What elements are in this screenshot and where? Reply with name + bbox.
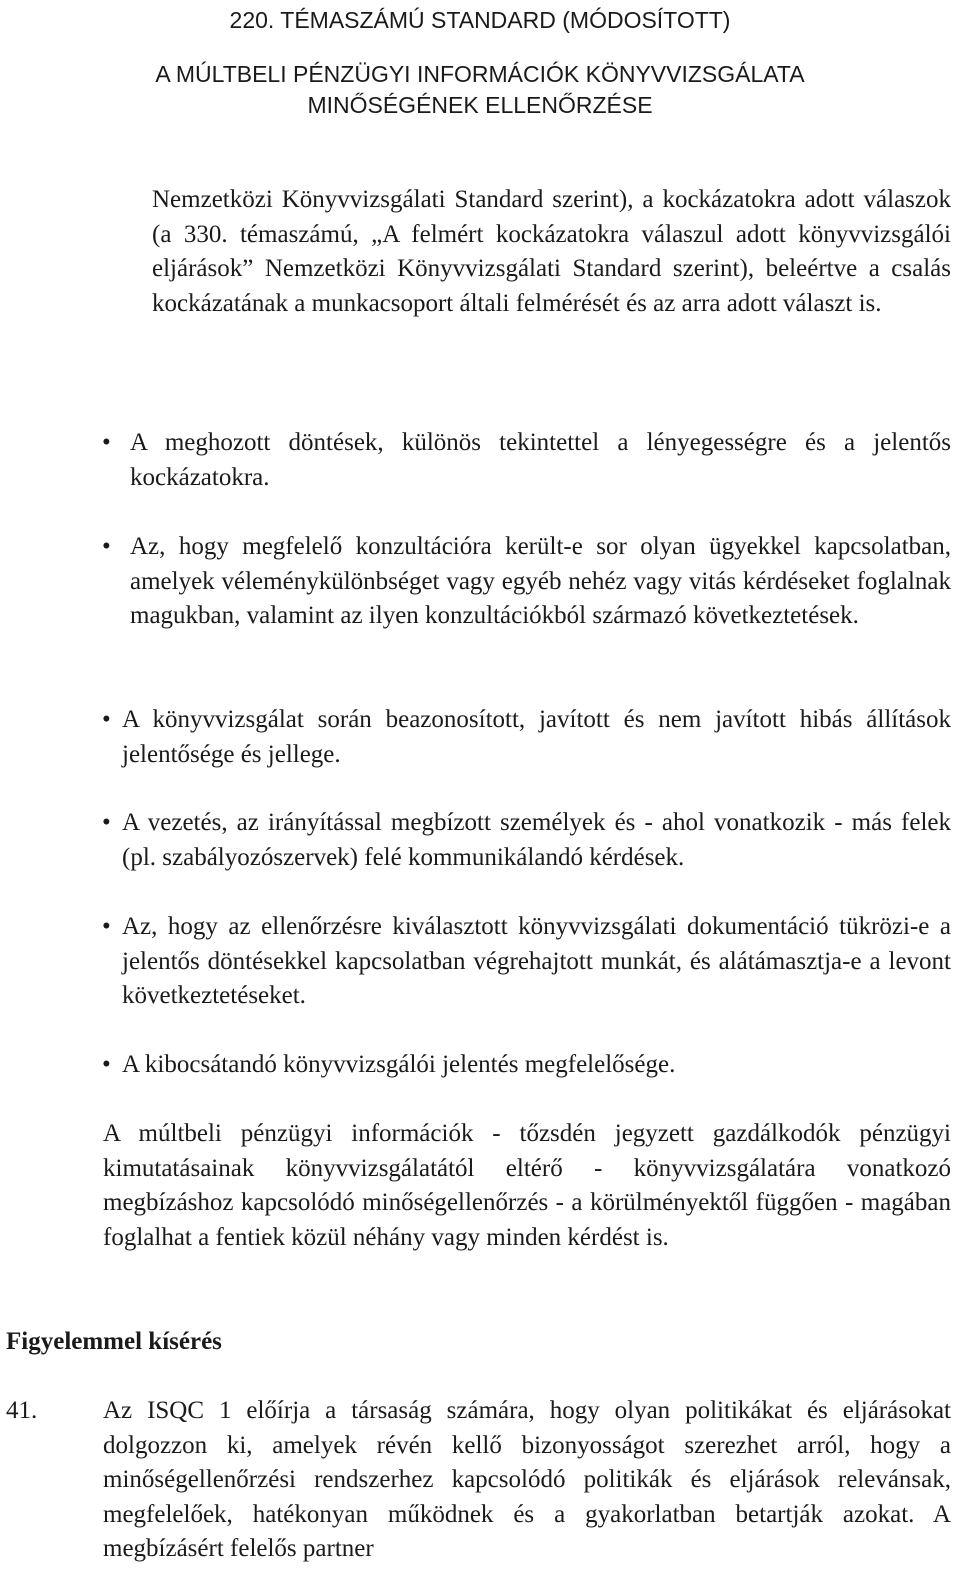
section-heading: Figyelemmel kísérés bbox=[6, 1328, 222, 1355]
document-header-standard-number: 220. TÉMASZÁMÚ STANDARD (MÓDOSÍTOTT) bbox=[229, 7, 731, 33]
document-header-title-line1: A MÚLTBELI PÉNZÜGYI INFORMÁCIÓK KÖNYVVIZSGÁLATA bbox=[155, 61, 805, 87]
bullet-icon: • bbox=[102, 429, 111, 456]
bullet-icon: • bbox=[102, 809, 111, 836]
paragraph-number: 41. bbox=[6, 1397, 38, 1424]
bullet-icon: • bbox=[102, 913, 111, 940]
list-item-text: A könyvvizsgálat során beazonosított, javított és nem javított hibás állítások jelentősége és jellege. bbox=[122, 706, 951, 768]
bullet-icon: • bbox=[102, 533, 111, 560]
list-item-text: A meghozott döntések, különös tekintettel a lényegességre és a jelentős kockázatokra. bbox=[130, 429, 951, 491]
list-item-text: A vezetés, az irányítással megbízott személyek és - ahol vonatkozik - más felek (pl. szabályozószervek) felé kommunikálandó kérdések. bbox=[122, 809, 951, 871]
document-header-title-line2: MINŐSÉGÉNEK ELLENŐRZÉSE bbox=[307, 92, 653, 118]
bullet-icon: • bbox=[102, 706, 111, 733]
list-item-text: Az, hogy az ellenőrzésre kiválasztott könyvvizsgálati dokumentáció tükrözi-e a jelentős döntésekkel kapcsolatban végrehajtott munkát, és alátámasztja-e a levont következtetéseket. bbox=[122, 913, 951, 1009]
paragraph-41-text: Az ISQC 1 előírja a társaság számára, hogy olyan politikákat és eljárásokat dolgozzon ki, amelyek révén kellő bizonyosságot szerezhet arról, hogy a minőségellenőrzési rendszerhez kapcsolódó politikák és eljárások relevánsak, megfelelőek, hatékonyan működnek és a gyakorlatban betartják azokat. A megbízásért felelős partner bbox=[103, 1397, 951, 1562]
bullet-icon: • bbox=[102, 1051, 111, 1078]
continuation-paragraph: Nemzetközi Könyvvizsgálati Standard szerint), a kockázatokra adott válaszok (a 330. témaszámú, „A felmért kockázatokra válaszul adott könyvvizsgálói eljárások” Nemzetközi Könyvvizsgálati Standard szerint), beleértve a csalás kockázatának a munkacsoport általi felmérését és az arra adott választ is. bbox=[152, 186, 951, 317]
list-item-text: A kibocsátandó könyvvizsgálói jelentés megfelelősége. bbox=[122, 1051, 676, 1078]
summary-paragraph: A múltbeli pénzügyi információk - tőzsdén jegyzett gazdálkodók pénzügyi kimutatásainak könyvvizsgálatától eltérő - könyvvizsgálatára vonatkozó megbízáshoz kapcsolódó minőségellenőrzés - a körülményektől függően - magában foglalhat a fentiek közül néhány vagy minden kérdést is. bbox=[103, 1120, 951, 1251]
list-item-text: Az, hogy megfelelő konzultációra került-e sor olyan ügyekkel kapcsolatban, amelyek véleménykülönbséget vagy egyéb nehéz vagy vitás kérdéseket foglalnak magukban, valamint az ilyen konzultációkból származó következtetések. bbox=[130, 533, 951, 629]
